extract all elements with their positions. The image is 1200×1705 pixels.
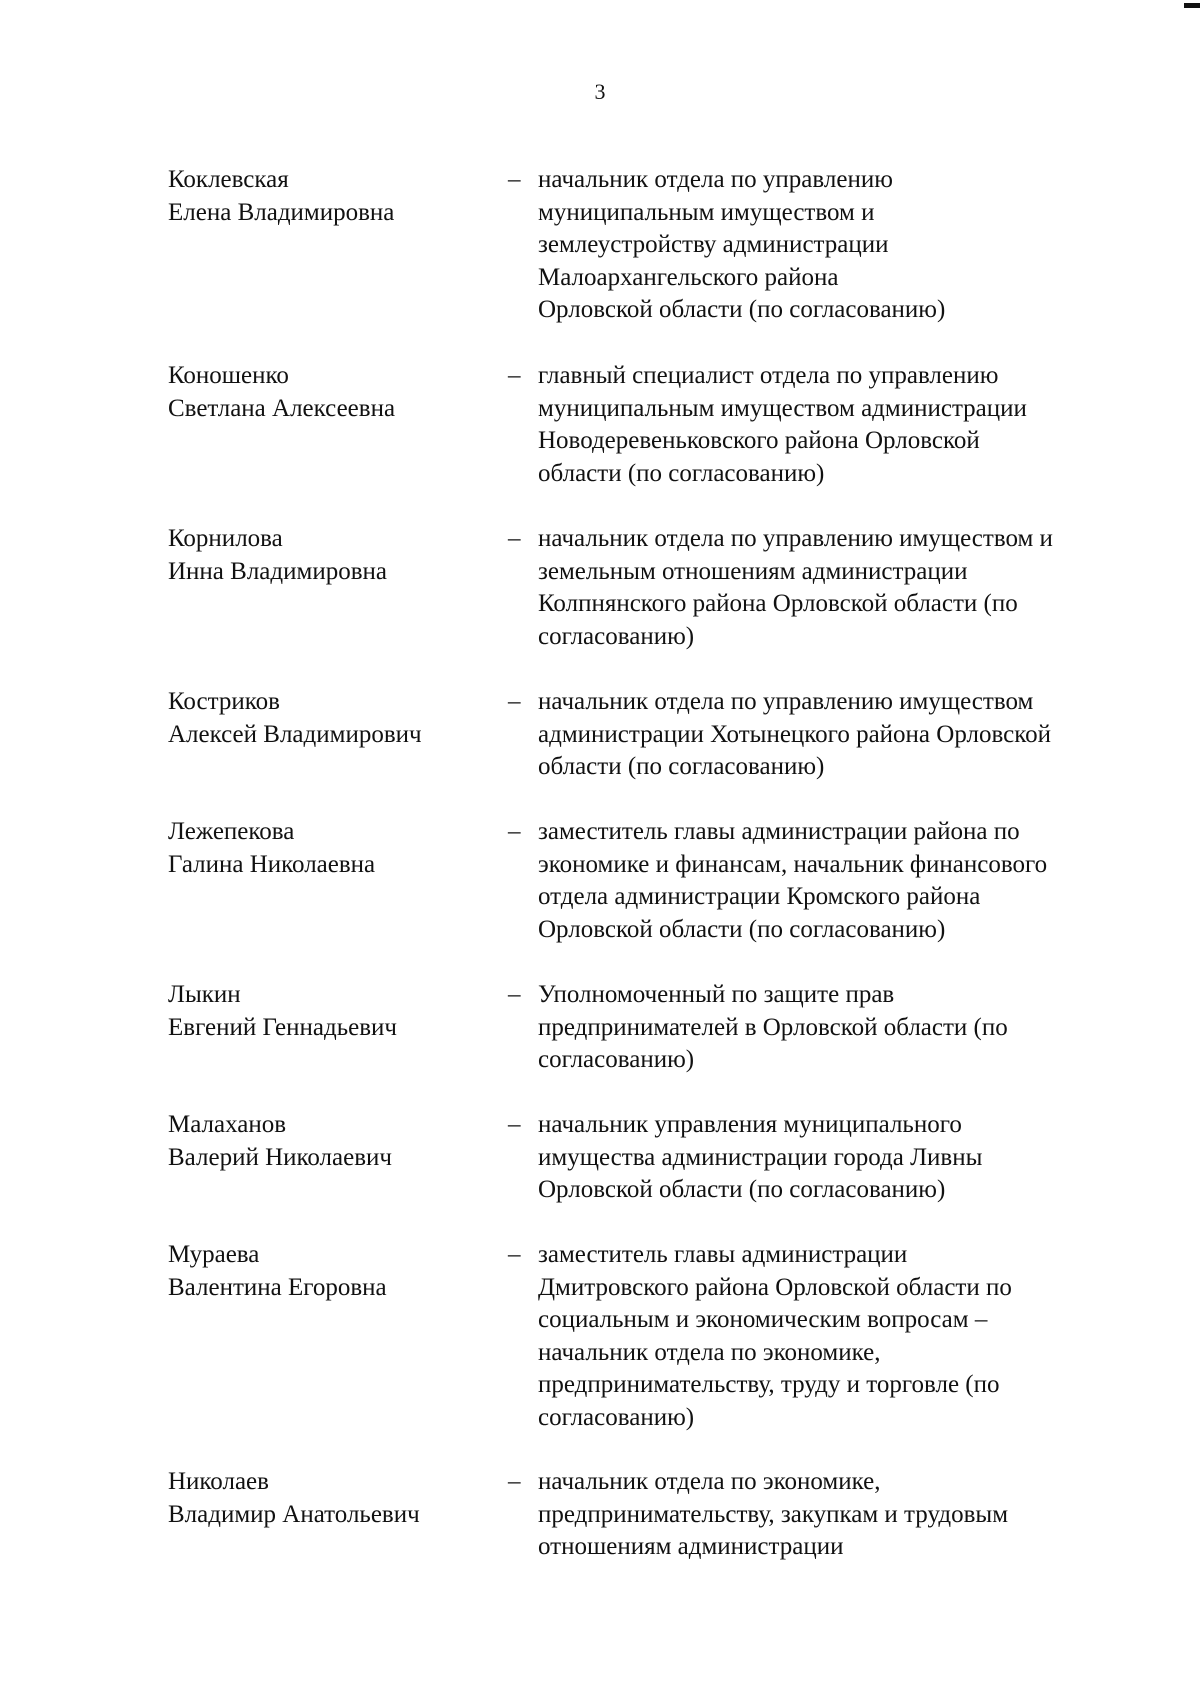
member-surname: Коношенко — [168, 362, 289, 389]
member-given-name: Валерий Николаевич — [168, 1143, 392, 1171]
member-surname: Малаханов — [168, 1111, 287, 1138]
member-name — [168, 164, 488, 229]
position-line: предпринимателей в Орловской области (по — [538, 1013, 1008, 1041]
dash-separator: – — [508, 166, 521, 193]
dash-separator: – — [508, 525, 521, 552]
position-line: земельным отношениям администрации — [538, 557, 968, 585]
member-name — [168, 816, 488, 881]
member-entry — [0, 523, 1200, 650]
member-given-name: Галина Николаевна — [168, 850, 376, 878]
page-number: 3 — [594, 79, 606, 104]
member-position — [538, 686, 1138, 784]
member-name — [168, 360, 488, 425]
position-line: отдела администрации Кромского района — [538, 883, 981, 910]
position-line: области (по согласованию) — [538, 753, 825, 780]
member-entry — [0, 1239, 1200, 1431]
member-given-name: Алексей Владимирович — [168, 720, 422, 748]
position-line: области (по согласованию) — [538, 459, 825, 487]
dash-separator: – — [508, 981, 521, 1008]
member-name — [168, 686, 488, 751]
position-line: отношениям администрации — [538, 1533, 844, 1560]
member-name — [168, 523, 488, 588]
position-line: начальник управления муниципального — [538, 1111, 962, 1138]
position-line: предпринимательству, труду и торговле (по — [538, 1371, 1000, 1398]
position-line: экономике и финансам, начальник финансового — [538, 850, 1048, 878]
member-position — [538, 979, 1138, 1077]
member-position — [538, 164, 1138, 327]
dash-separator: – — [508, 1111, 521, 1138]
position-line: Малоархангельского района — [538, 263, 839, 291]
dash-separator: – — [508, 818, 521, 845]
dash-separator: – — [508, 1468, 521, 1495]
position-line: согласованию) — [538, 1046, 695, 1073]
member-surname: Мураева — [168, 1241, 260, 1268]
member-position — [538, 523, 1138, 653]
member-given-name: Елена Владимировна — [168, 198, 395, 226]
position-line: Орловской области (по согласованию) — [538, 296, 946, 323]
position-line: муниципальным имуществом и — [538, 198, 875, 226]
member-surname: Коклевская — [168, 166, 289, 193]
position-line: заместитель главы администрации — [538, 1241, 908, 1268]
member-given-name: Евгений Геннадьевич — [168, 1013, 397, 1041]
position-line: начальник отдела по управлению — [538, 166, 893, 193]
position-line: начальник отдела по экономике, — [538, 1338, 881, 1366]
member-given-name: Валентина Егоровна — [168, 1273, 387, 1301]
member-surname: Николаев — [168, 1468, 269, 1495]
position-line: Новодеревеньковского района Орловской — [538, 427, 980, 454]
member-name — [168, 1466, 488, 1531]
member-entry — [0, 686, 1200, 780]
position-line: администрации Хотынецкого района Орловской — [538, 720, 1051, 748]
position-line: землеустройству администрации — [538, 231, 889, 258]
member-position — [538, 1466, 1138, 1564]
member-entry — [0, 164, 1200, 323]
member-name — [168, 1239, 488, 1304]
position-line: предпринимательству, закупкам и трудовым — [538, 1500, 1009, 1528]
position-line: муниципальным имуществом администрации — [538, 394, 1027, 422]
member-given-name: Светлана Алексеевна — [168, 394, 396, 422]
member-given-name: Инна Владимировна — [168, 557, 387, 585]
member-entry — [0, 1466, 1200, 1560]
position-line: начальник отдела по экономике, — [538, 1468, 881, 1495]
position-line: главный специалист отдела по управлению — [538, 362, 999, 389]
member-surname: Костриков — [168, 688, 280, 715]
position-line: начальник отдела по управлению имуществом — [538, 688, 1034, 715]
position-line: Колпнянского района Орловской области (по — [538, 590, 1018, 617]
member-name — [168, 1109, 488, 1174]
member-entry — [0, 979, 1200, 1073]
member-position — [538, 1239, 1138, 1434]
position-line: имущества администрации города Ливны — [538, 1143, 983, 1171]
dash-separator: – — [508, 362, 521, 389]
position-line: Уполномоченный по защите прав — [538, 981, 895, 1008]
member-position — [538, 1109, 1138, 1207]
member-given-name: Владимир Анатольевич — [168, 1500, 420, 1528]
member-entry — [0, 1109, 1200, 1203]
member-surname: Корнилова — [168, 525, 283, 552]
position-line: согласованию) — [538, 622, 695, 650]
position-line: начальник отдела по управлению имуществом и — [538, 525, 1053, 552]
member-position — [538, 360, 1138, 490]
member-name — [168, 979, 488, 1044]
member-surname: Лыкин — [168, 981, 241, 1008]
position-line: Дмитровского района Орловской области по — [538, 1273, 1012, 1301]
position-line: согласованию) — [538, 1403, 695, 1431]
position-line: Орловской области (по согласованию) — [538, 915, 946, 943]
position-line: заместитель главы администрации района по — [538, 818, 1020, 845]
position-line: Орловской области (по согласованию) — [538, 1176, 946, 1203]
member-entry — [0, 816, 1200, 943]
member-entry — [0, 360, 1200, 487]
position-line: социальным и экономическим вопросам – — [538, 1306, 988, 1333]
dash-separator: – — [508, 688, 521, 715]
dash-separator: – — [508, 1241, 521, 1268]
member-surname: Лежепекова — [168, 818, 295, 845]
member-position — [538, 816, 1138, 946]
scan-mark — [1184, 3, 1200, 8]
